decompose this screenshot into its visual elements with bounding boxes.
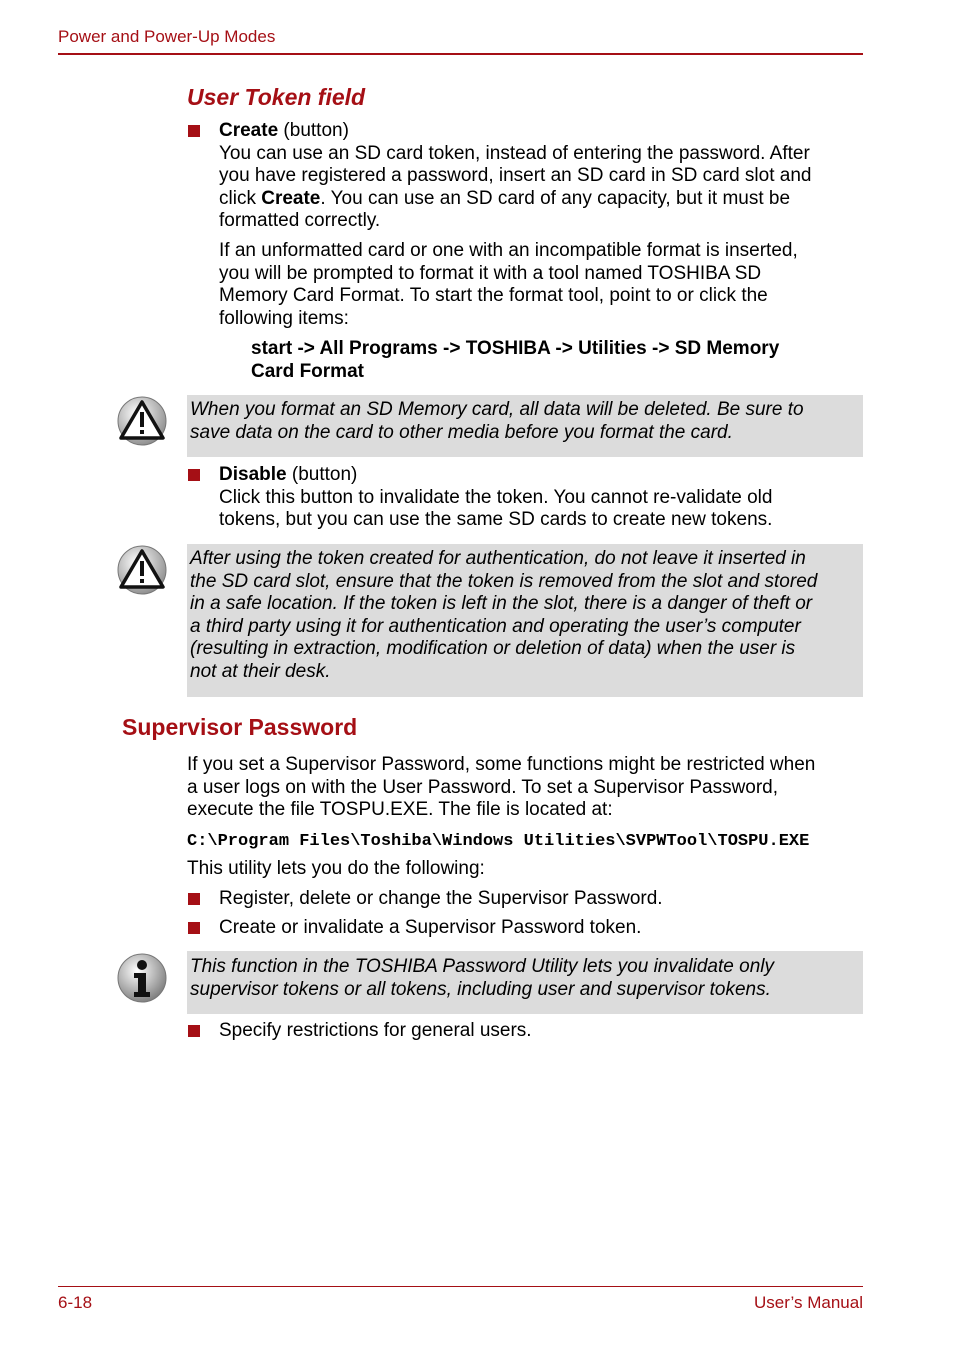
note-line: (resulting in extraction, modification or deletion of data) when the user is (190, 638, 796, 660)
section-heading-supervisor-password: Supervisor Password (122, 714, 358, 740)
intro-line: If you set a Supervisor Password, some functions might be restricted when (187, 754, 816, 775)
header-rule (58, 53, 863, 55)
caution-note-format (187, 395, 863, 457)
note-line: After using the token created for authentication, do not leave it inserted in (190, 548, 806, 569)
tospu-file-path: C:\Program Files\Toshiba\Windows Utilities\SVPWTool\TOSPU.EXE (187, 832, 810, 851)
caution-note-token-theft (187, 544, 863, 697)
create-para2-line: Memory Card Format. To start the format tool, point to or click the (219, 285, 768, 307)
create-line: formatted correctly. (219, 210, 381, 232)
supervisor-intro (187, 754, 877, 822)
format-tool-path (251, 338, 851, 383)
disable-line: Click this button to invalidate the token. You cannot re-validate old (219, 486, 773, 508)
intro-line: a user logs on with the User Password. To set a Supervisor Password, (187, 776, 779, 798)
caution-icon (116, 395, 168, 447)
note-line: not at their desk. (190, 660, 331, 682)
list-item: Specify restrictions for general users. (219, 1020, 532, 1041)
create-line-bold: Create (261, 187, 321, 209)
disable-item (219, 464, 869, 532)
disable-suffix: (button) (286, 464, 358, 485)
create-line: You can use an SD card token, instead of entering the password. After (219, 142, 810, 164)
note-line: save data on the card to other media before you format the card. (190, 421, 733, 443)
bullet-square-icon (188, 125, 200, 137)
create-line: you have registered a password, insert an SD card in SD card slot and (219, 165, 812, 187)
list-item: Register, delete or change the Supervisor Password. (219, 888, 663, 909)
bullet-square-icon (188, 469, 200, 481)
info-note-tokens (187, 951, 863, 1014)
bullet-square-icon (188, 1025, 200, 1037)
note-line: supervisor tokens or all tokens, including user and supervisor tokens. (190, 978, 771, 1000)
note-line: When you format an SD Memory card, all data will be deleted. Be sure to (190, 399, 804, 420)
note-line: the SD card slot, ensure that the token is removed from the slot and stored (190, 570, 818, 592)
path-line: start -> All Programs -> TOSHIBA -> Utilities -> SD Memory (251, 338, 780, 359)
bullet-square-icon (188, 922, 200, 934)
create-item (219, 120, 869, 330)
page-number: 6-18 (58, 1293, 93, 1312)
utility-lets-you: This utility lets you do the following: (187, 858, 485, 879)
list-item: Create or invalidate a Supervisor Password token. (219, 917, 642, 938)
create-label: Create (219, 120, 279, 141)
intro-line: execute the file TOSPU.EXE. The file is located at: (187, 799, 613, 821)
note-line: This function in the TOSHIBA Password Utility lets you invalidate only (190, 956, 774, 977)
create-suffix: (button) (278, 120, 349, 141)
caution-icon (116, 544, 168, 596)
path-line: Card Format (251, 360, 364, 382)
create-line-post: . You can use an SD card of any capacity, but it must be (320, 187, 791, 209)
bullet-square-icon (188, 893, 200, 905)
disable-line: tokens, but you can use the same SD cards to create new tokens. (219, 509, 773, 531)
info-icon (116, 952, 168, 1004)
create-para2-line: following items: (219, 307, 349, 329)
create-para2-line: If an unformatted card or one with an incompatible format is inserted, (219, 239, 798, 261)
disable-label: Disable (219, 464, 287, 485)
running-header: Power and Power-Up Modes (58, 27, 276, 46)
create-para2-line: you will be prompted to format it with a tool named TOSHIBA SD (219, 262, 762, 284)
manual-title: User’s Manual (754, 1293, 863, 1312)
section-heading-user-token: User Token field (187, 84, 366, 110)
note-line: a third party using it for authentication and operating the user’s computer (190, 615, 801, 637)
create-line-pre: click (219, 187, 262, 209)
footer-rule (58, 1286, 863, 1287)
note-line: in a safe location. If the token is left in the slot, there is a danger of theft or (190, 593, 813, 615)
